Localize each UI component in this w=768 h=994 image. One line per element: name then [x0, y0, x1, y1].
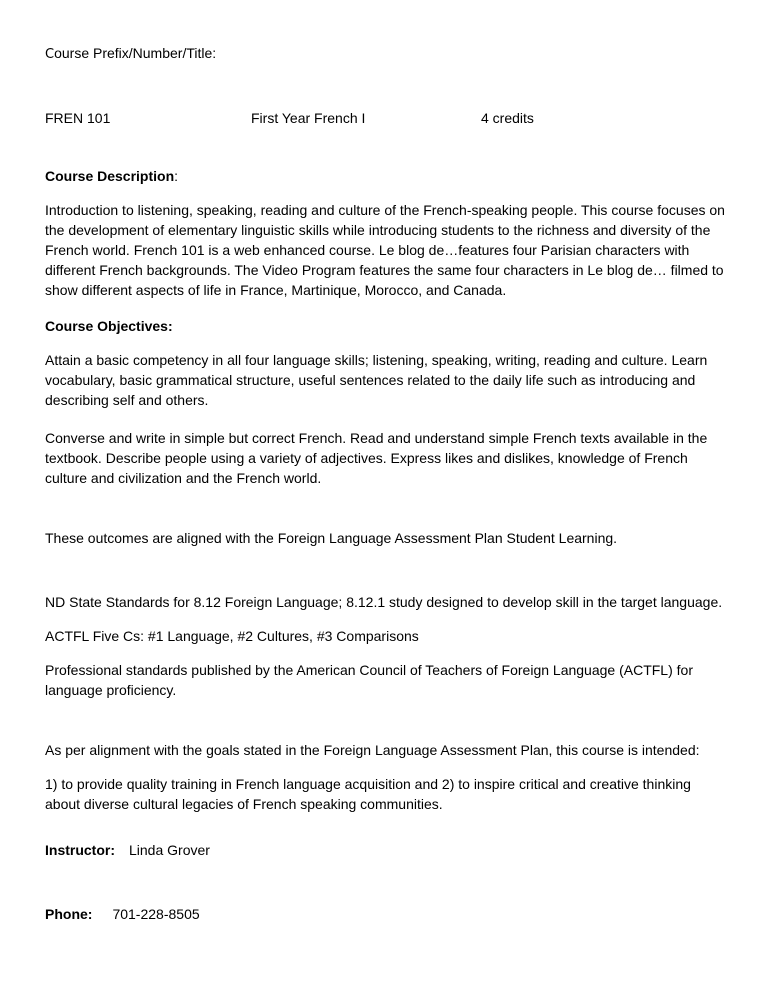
course-description-colon: :: [174, 168, 179, 184]
phone-number: 701-228-8505: [112, 906, 200, 922]
instructor-label: Instructor:: [45, 842, 115, 858]
instructor-name: Linda Grover: [129, 842, 210, 858]
course-objectives-heading: Course Objectives:: [45, 318, 173, 334]
professional-standards-text: Professional standards published by the American Council of Teachers of Foreign Language (ACTFL) for language proficiency.: [45, 662, 693, 698]
course-prefix-heading: [45, 43, 216, 65]
phone-label: Phone:: [45, 906, 93, 922]
course-goals-text: 1) to provide quality training in French language acquisition and 2) to inspire critical and creative thinking about diverse cultural legacies of French speaking communities.: [45, 776, 691, 812]
course-credits: 4 credits: [481, 110, 534, 126]
outcomes-alignment-text: These outcomes are aligned with the Foreign Language Assessment Plan Student Learning.: [45, 530, 618, 546]
course-info-row: [45, 108, 725, 128]
course-prefix-initial: C: [45, 47, 55, 62]
instructor-row: [45, 840, 210, 860]
course-number: FREN 101: [45, 110, 111, 126]
course-description-label: Course Description: [45, 168, 175, 184]
course-title: First Year French I: [251, 110, 366, 126]
alignment-intent-text: As per alignment with the goals stated in the Foreign Language Assessment Plan, this course is intended:: [45, 742, 700, 758]
nd-state-standards-text: ND State Standards for 8.12 Foreign Language; 8.12.1 study designed to develop skill in the target language.: [45, 594, 723, 610]
course-description-heading: [45, 166, 178, 186]
objectives-paragraph-2: Converse and write in simple but correct French. Read and understand simple French texts available in the textbook. Describe people using a variety of adjectives. Express likes and dislikes, knowledge of French culture and civilization and the French world.: [45, 430, 708, 486]
objectives-paragraph-1: Attain a basic competency in all four language skills; listening, speaking, writing, reading and culture. Learn vocabulary, basic grammatical structure, useful sentences related to the daily life such as introducing and describing self and others.: [45, 352, 708, 408]
course-prefix-label: ourse Prefix/Number/Title:: [54, 45, 217, 61]
phone-row: [45, 904, 200, 924]
actfl-five-cs-text: ACTFL Five Cs: #1 Language, #2 Cultures, #3 Comparisons: [45, 628, 419, 644]
course-description-text: Introduction to listening, speaking, reading and culture of the French-speaking people. This course focuses on the development of elementary linguistic skills while introducing students to the richness and diversity of the French world. French 101 is a web enhanced course. Le blog de…features four Parisian characters with different French backgrounds. The Video Program features the same four characters in Le blog de… filmed to show different aspects of life in France, Martinique, Morocco, and Canada.: [45, 202, 725, 298]
